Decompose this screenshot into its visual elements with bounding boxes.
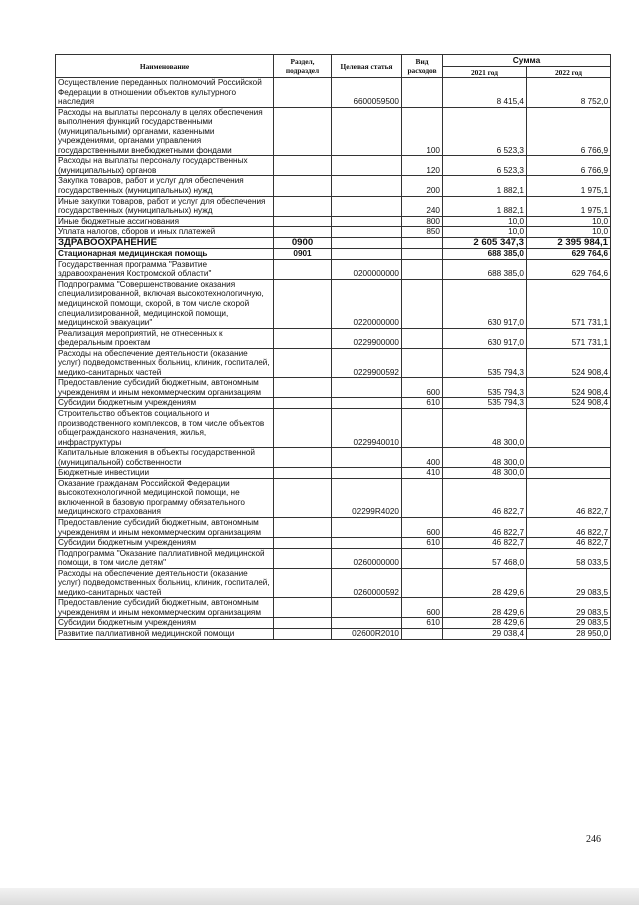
row-target: 02299R4020: [332, 478, 402, 517]
col-header-sum: Сумма: [443, 55, 611, 67]
row-target: [332, 398, 402, 409]
col-header-2021: 2021 год: [443, 67, 527, 78]
row-section: [274, 548, 332, 568]
table-row: [56, 249, 611, 260]
row-sum-2022: 46 822,7: [527, 518, 611, 538]
row-name: Субсидии бюджетным учреждениям: [56, 618, 274, 629]
table-row: [56, 237, 611, 249]
row-section: [274, 409, 332, 448]
row-name: Строительство объектов социального и производственного комплексов, в том числе объектов общегражданского назначения, жилья, инфраструктуры: [56, 409, 274, 448]
row-kind: 400: [402, 448, 443, 468]
row-section: [274, 518, 332, 538]
row-name: ЗДРАВООХРАНЕНИЕ: [56, 237, 274, 249]
row-kind: 600: [402, 598, 443, 618]
scan-edge-shadow: [0, 888, 639, 905]
row-sum-2021: 48 300,0: [443, 448, 527, 468]
row-name: Субсидии бюджетным учреждениям: [56, 538, 274, 549]
row-target: 02600R2010: [332, 629, 402, 640]
row-sum-2021: 29 038,4: [443, 629, 527, 640]
row-sum-2021: 688 385,0: [443, 249, 527, 260]
col-header-section: Раздел, подраздел: [274, 55, 332, 78]
row-section: [274, 618, 332, 629]
row-target: [332, 249, 402, 260]
row-section: [274, 468, 332, 479]
table-row: [56, 259, 611, 279]
row-sum-2022: 571 731,1: [527, 279, 611, 328]
row-sum-2021: 28 429,6: [443, 598, 527, 618]
page-number: 246: [586, 834, 601, 845]
row-section: [274, 259, 332, 279]
row-kind: 240: [402, 196, 443, 216]
row-name: Бюджетные инвестиции: [56, 468, 274, 479]
row-target: 0260000000: [332, 548, 402, 568]
table-row: [56, 328, 611, 348]
row-sum-2022: 10,0: [527, 227, 611, 238]
row-section: [274, 196, 332, 216]
row-kind: 610: [402, 398, 443, 409]
row-sum-2022: 46 822,7: [527, 538, 611, 549]
row-sum-2021: 630 917,0: [443, 328, 527, 348]
table-row: [56, 227, 611, 238]
row-sum-2022: 6 766,9: [527, 107, 611, 156]
row-sum-2022: [527, 409, 611, 448]
table-row: [56, 156, 611, 176]
table-row: [56, 598, 611, 618]
row-sum-2021: 535 794,3: [443, 378, 527, 398]
row-sum-2022: 1 975,1: [527, 196, 611, 216]
row-name: Капитальные вложения в объекты государственной (муниципальной) собственности: [56, 448, 274, 468]
row-kind: [402, 478, 443, 517]
table-row: [56, 448, 611, 468]
table-row: [56, 176, 611, 196]
row-sum-2021: 535 794,3: [443, 398, 527, 409]
row-sum-2021: 8 415,4: [443, 78, 527, 108]
col-header-kind: Вид расходов: [402, 55, 443, 78]
row-sum-2022: 629 764,6: [527, 249, 611, 260]
row-sum-2021: 46 822,7: [443, 518, 527, 538]
row-sum-2022: 29 083,5: [527, 618, 611, 629]
row-target: [332, 618, 402, 629]
row-target: [332, 598, 402, 618]
row-sum-2021: 48 300,0: [443, 409, 527, 448]
row-sum-2022: [527, 468, 611, 479]
row-target: [332, 196, 402, 216]
row-kind: 100: [402, 107, 443, 156]
row-kind: 600: [402, 378, 443, 398]
row-sum-2021: 10,0: [443, 227, 527, 238]
row-kind: [402, 259, 443, 279]
row-target: 0200000000: [332, 259, 402, 279]
row-sum-2021: 57 468,0: [443, 548, 527, 568]
row-sum-2022: 10,0: [527, 216, 611, 227]
row-sum-2022: 8 752,0: [527, 78, 611, 108]
row-section: 0900: [274, 237, 332, 249]
row-target: [332, 538, 402, 549]
row-section: [274, 216, 332, 227]
row-name: Иные бюджетные ассигнования: [56, 216, 274, 227]
row-kind: 610: [402, 618, 443, 629]
row-sum-2021: 46 822,7: [443, 538, 527, 549]
row-sum-2022: 524 908,4: [527, 348, 611, 378]
table-row: [56, 468, 611, 479]
row-target: [332, 378, 402, 398]
row-name: Расходы на выплаты персоналу государственных (муниципальных) органов: [56, 156, 274, 176]
budget-table: [55, 54, 611, 640]
row-name: Закупка товаров, работ и услуг для обеспечения государственных (муниципальных) нужд: [56, 176, 274, 196]
row-sum-2022: 46 822,7: [527, 478, 611, 517]
row-name: Подпрограмма "Оказание паллиативной медицинской помощи, в том числе детям": [56, 548, 274, 568]
table-body: [56, 78, 611, 640]
row-section: [274, 328, 332, 348]
row-target: 0220000000: [332, 279, 402, 328]
row-sum-2022: 29 083,5: [527, 568, 611, 598]
row-sum-2022: 1 975,1: [527, 176, 611, 196]
row-sum-2021: 28 429,6: [443, 568, 527, 598]
table-row: [56, 618, 611, 629]
table-row: [56, 78, 611, 108]
row-section: [274, 478, 332, 517]
row-name: Предоставление субсидий бюджетным, автономным учреждениям и иным некоммерческим организациям: [56, 378, 274, 398]
row-target: [332, 227, 402, 238]
row-section: [274, 156, 332, 176]
table-row: [56, 629, 611, 640]
row-kind: 610: [402, 538, 443, 549]
row-section: [274, 378, 332, 398]
row-sum-2021: 535 794,3: [443, 348, 527, 378]
row-sum-2022: 58 033,5: [527, 548, 611, 568]
row-target: [332, 216, 402, 227]
row-name: Иные закупки товаров, работ и услуг для обеспечения государственных (муниципальных) нужд: [56, 196, 274, 216]
row-section: [274, 78, 332, 108]
row-target: [332, 448, 402, 468]
row-sum-2022: [527, 448, 611, 468]
table-row: [56, 378, 611, 398]
row-kind: 800: [402, 216, 443, 227]
row-kind: [402, 568, 443, 598]
row-kind: [402, 409, 443, 448]
col-header-name: Наименование: [56, 55, 274, 78]
row-target: 0260000592: [332, 568, 402, 598]
row-kind: 410: [402, 468, 443, 479]
table-row: [56, 279, 611, 328]
row-section: [274, 398, 332, 409]
table-row: [56, 548, 611, 568]
table-row: [56, 107, 611, 156]
row-target: [332, 518, 402, 538]
table-row: [56, 216, 611, 227]
row-kind: [402, 348, 443, 378]
row-sum-2021: 1 882,1: [443, 196, 527, 216]
row-section: [274, 176, 332, 196]
row-section: [274, 629, 332, 640]
row-section: [274, 279, 332, 328]
row-section: [274, 538, 332, 549]
row-target: 6600059500: [332, 78, 402, 108]
row-sum-2021: 6 523,3: [443, 107, 527, 156]
row-name: Оказание гражданам Российской Федерации высокотехнологичной медицинской помощи, не включенной в базовую программу обязательного медицинского страхования: [56, 478, 274, 517]
row-name: Государственная программа "Развитие здравоохранения Костромской области": [56, 259, 274, 279]
table-row: [56, 478, 611, 517]
row-kind: 600: [402, 518, 443, 538]
row-target: [332, 156, 402, 176]
table-row: [56, 568, 611, 598]
row-name: Стационарная медицинская помощь: [56, 249, 274, 260]
row-name: Реализация мероприятий, не отнесенных к федеральным проектам: [56, 328, 274, 348]
row-sum-2021: 688 385,0: [443, 259, 527, 279]
row-kind: [402, 279, 443, 328]
table-row: [56, 518, 611, 538]
row-kind: 850: [402, 227, 443, 238]
row-name: Предоставление субсидий бюджетным, автономным учреждениям и иным некоммерческим организациям: [56, 518, 274, 538]
row-sum-2022: 29 083,5: [527, 598, 611, 618]
row-section: [274, 348, 332, 378]
row-sum-2021: 1 882,1: [443, 176, 527, 196]
row-target: 0229900000: [332, 328, 402, 348]
row-target: [332, 468, 402, 479]
row-section: [274, 448, 332, 468]
row-kind: [402, 629, 443, 640]
table-row: [56, 398, 611, 409]
row-section: [274, 107, 332, 156]
row-section: [274, 227, 332, 238]
row-target: [332, 176, 402, 196]
row-sum-2021: 10,0: [443, 216, 527, 227]
row-sum-2021: 28 429,6: [443, 618, 527, 629]
row-sum-2022: 28 950,0: [527, 629, 611, 640]
row-name: Расходы на обеспечение деятельности (оказание услуг) подведомственных больниц, клиник, госпиталей, медико-санитарных частей: [56, 568, 274, 598]
row-name: Подпрограмма "Совершенствование оказания специализированной, включая высокотехнологичную, медицинской помощи, скорой, в том числе скорой специализированной, медицинской помощи, медицинской эвакуации": [56, 279, 274, 328]
col-header-target: Целевая статья: [332, 55, 402, 78]
row-target: 0229940010: [332, 409, 402, 448]
row-section: 0901: [274, 249, 332, 260]
row-target: [332, 237, 402, 249]
row-sum-2021: 630 917,0: [443, 279, 527, 328]
row-kind: [402, 328, 443, 348]
row-sum-2021: 46 822,7: [443, 478, 527, 517]
row-name: Развитие паллиативной медицинской помощи: [56, 629, 274, 640]
row-name: Предоставление субсидий бюджетным, автономным учреждениям и иным некоммерческим организациям: [56, 598, 274, 618]
row-sum-2022: 6 766,9: [527, 156, 611, 176]
row-target: 0229900592: [332, 348, 402, 378]
row-sum-2021: 6 523,3: [443, 156, 527, 176]
row-name: Уплата налогов, сборов и иных платежей: [56, 227, 274, 238]
row-sum-2022: 629 764,6: [527, 259, 611, 279]
row-sum-2022: 524 908,4: [527, 378, 611, 398]
table-row: [56, 538, 611, 549]
row-section: [274, 568, 332, 598]
row-sum-2022: 2 395 984,1: [527, 237, 611, 249]
row-kind: [402, 548, 443, 568]
row-section: [274, 598, 332, 618]
row-name: Субсидии бюджетным учреждениям: [56, 398, 274, 409]
row-kind: 200: [402, 176, 443, 196]
row-name: Расходы на выплаты персоналу в целях обеспечения выполнения функций государственными (муниципальными) органами, казенными учреждениями, органами управления государственными внебюджетными фондами: [56, 107, 274, 156]
table-row: [56, 409, 611, 448]
row-name: Осуществление переданных полномочий Российской Федерации в отношении объектов культурного наследия: [56, 78, 274, 108]
row-sum-2021: 2 605 347,3: [443, 237, 527, 249]
row-target: [332, 107, 402, 156]
row-sum-2022: 571 731,1: [527, 328, 611, 348]
row-name: Расходы на обеспечение деятельности (оказание услуг) подведомственных больниц, клиник, госпиталей, медико-санитарных частей: [56, 348, 274, 378]
row-kind: 120: [402, 156, 443, 176]
table-row: [56, 196, 611, 216]
row-sum-2021: 48 300,0: [443, 468, 527, 479]
row-kind: [402, 78, 443, 108]
row-sum-2022: 524 908,4: [527, 398, 611, 409]
row-kind: [402, 237, 443, 249]
col-header-2022: 2022 год: [527, 67, 611, 78]
row-kind: [402, 249, 443, 260]
table-row: [56, 348, 611, 378]
